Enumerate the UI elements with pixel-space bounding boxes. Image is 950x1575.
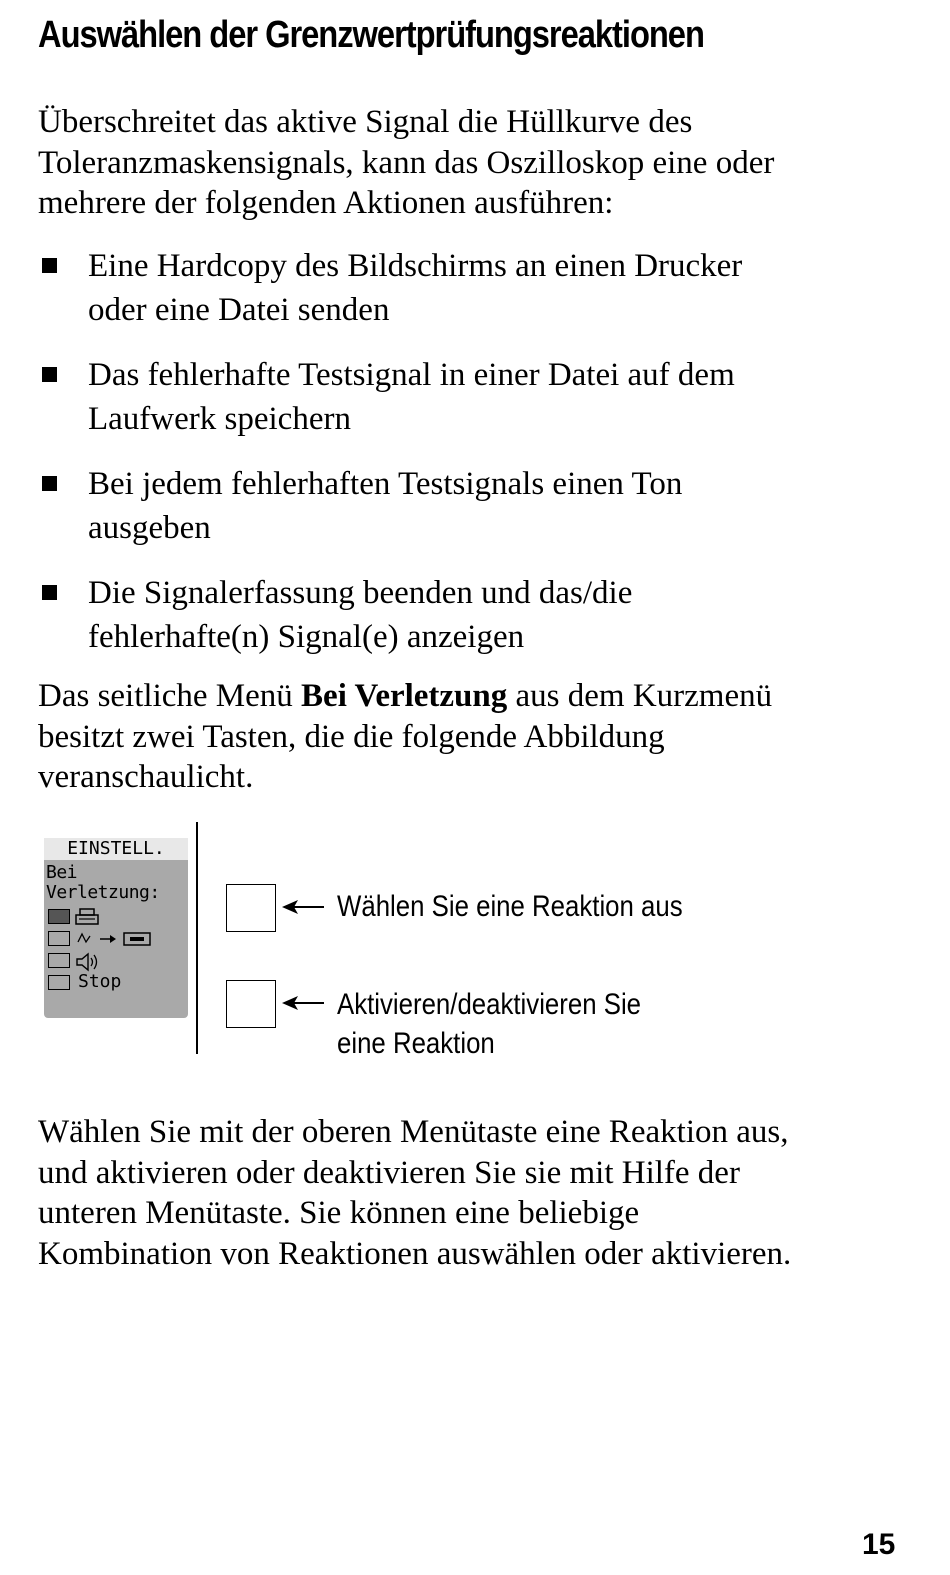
menu-paragraph: [38, 676, 772, 798]
top-menu-button[interactable]: [226, 884, 276, 932]
bullet-square-icon: [42, 585, 57, 600]
printer-icon: [74, 908, 102, 928]
option-checkbox: [48, 909, 70, 924]
final-line: und aktivieren oder deaktivieren Sie sie mit Hilfe der: [38, 1154, 740, 1191]
menu-paragraph-line: veranschaulicht.: [38, 759, 254, 795]
bottom-menu-button[interactable]: [226, 980, 276, 1028]
callout-top: Wählen Sie eine Reaktion aus: [337, 890, 683, 923]
menu-label: Verletzung:: [46, 882, 160, 903]
list-item-line: Eine Hardcopy des Bildschirms an einen Drucker: [88, 248, 743, 284]
intro-paragraph: [38, 102, 774, 224]
menu-name-bold: Bei Verletzung: [301, 678, 508, 714]
intro-line: mehrere der folgenden Aktionen ausführen:: [38, 185, 614, 221]
list-item-line: Laufwerk speichern: [88, 401, 351, 437]
list-item-line: fehlerhafte(n) Signal(e) anzeigen: [88, 619, 525, 655]
list-item-line: Das fehlerhafte Testsignal in einer Datei auf dem: [88, 357, 735, 393]
callout-bottom: [337, 985, 641, 1063]
bezel-divider: [196, 822, 198, 1054]
arrow-left-icon: [280, 992, 326, 1014]
menu-paragraph-line: [38, 676, 772, 717]
menu-header: EINSTELL.: [44, 838, 188, 860]
list-item-line: Bei jedem fehlerhaften Testsignals einen Ton: [88, 466, 683, 502]
arrow-left-icon: [280, 896, 326, 918]
final-paragraph: [38, 1112, 791, 1274]
intro-line: Toleranzmaskensignals, kann das Oszilloskop eine oder: [38, 144, 775, 181]
stop-label: Stop: [78, 971, 122, 992]
list-item: [38, 353, 742, 441]
list-item: [38, 244, 742, 332]
waveform-to-disk-icon: [74, 930, 154, 950]
final-line: unteren Menütaste. Sie können eine beliebige: [38, 1195, 640, 1231]
final-line: Wählen Sie mit der oberen Menütaste eine Reaktion aus,: [38, 1114, 789, 1150]
list-item-line: oder eine Datei senden: [88, 292, 390, 328]
callout-line: Aktivieren/deaktivieren Sie: [337, 988, 642, 1021]
menu-paragraph-text: aus dem Kurzmenü: [507, 678, 773, 714]
option-checkbox: [48, 931, 70, 946]
bullet-square-icon: [42, 258, 57, 273]
list-item-line: Die Signalerfassung beenden und das/die: [88, 575, 633, 611]
action-list: [38, 244, 742, 680]
option-checkbox: [48, 953, 70, 968]
intro-line: Überschreitet das aktive Signal die Hüllkurve des: [38, 104, 693, 140]
final-line: Kombination von Reaktionen auswählen oder aktivieren.: [38, 1235, 792, 1272]
bullet-square-icon: [42, 476, 57, 491]
menu-paragraph-text: Das seitliche Menü: [38, 678, 302, 714]
side-menu-display: [44, 838, 188, 1018]
menu-label: Bei: [46, 862, 78, 883]
speaker-icon: [74, 952, 102, 972]
list-item: [38, 571, 742, 659]
callout-line: eine Reaktion: [337, 1027, 495, 1060]
menu-paragraph-line: besitzt zwei Tasten, die die folgende Abbildung: [38, 718, 665, 755]
list-item: [38, 462, 742, 550]
page-title: Auswählen der Grenzwertprüfungsreaktionen: [38, 14, 704, 56]
list-item-line: ausgeben: [88, 510, 211, 546]
option-checkbox: [48, 975, 70, 990]
page-number: 15: [862, 1528, 896, 1561]
bullet-square-icon: [42, 367, 57, 382]
